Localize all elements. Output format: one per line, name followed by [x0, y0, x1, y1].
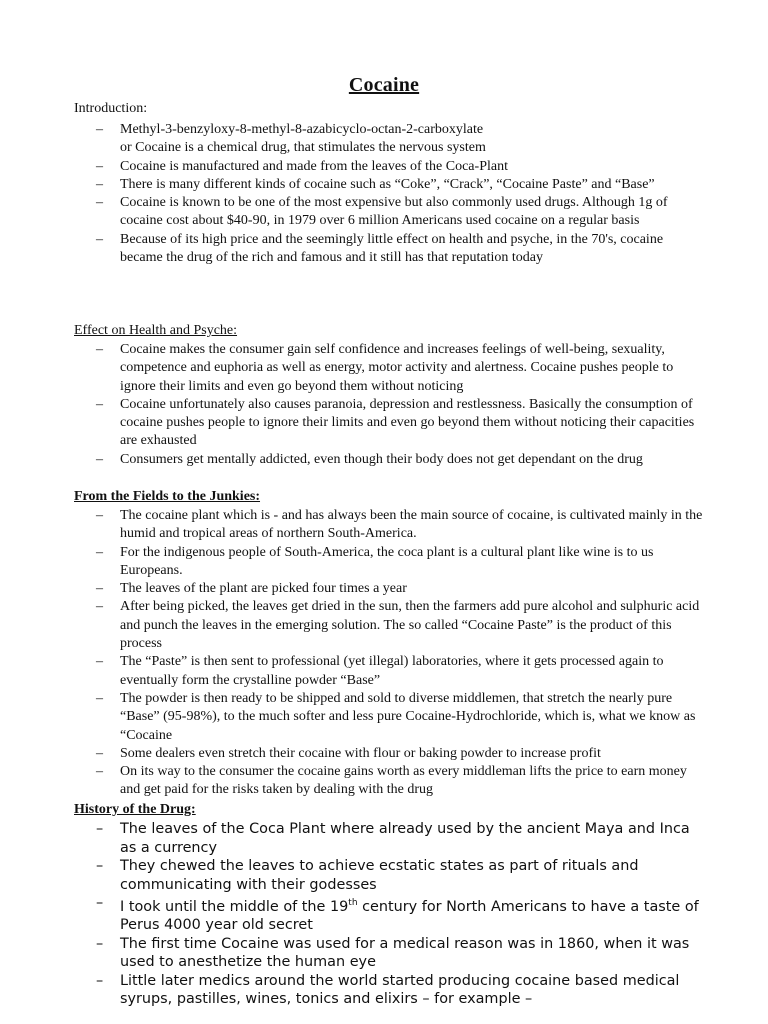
item-text: On its way to the consumer the cocaine gains worth as every middleman lifts the price to earn money and get paid for the risks taken by dealing with the drug [120, 764, 687, 798]
section-heading-health: Effect on Health and Psyche: [74, 323, 238, 338]
list-item: – Cocaine is known to be one of the most expensive but also commonly used drugs. Although 1g of cocaine cost about $40-90, in 1979 over 6 million Americans used cocaine on a regular basis [96, 195, 668, 229]
item-text: I took until the middle of the 19 [120, 898, 349, 915]
item-text: Consumers get mentally addicted, even though their body does not get dependant on the drug [120, 451, 643, 467]
list-item: – The cocaine plant which is - and has always been the main source of cocaine, is cultivated mainly in the humid and tropical areas of northern South-America. [96, 508, 703, 542]
item-text: The leaves of the plant are picked four times a year [120, 581, 407, 597]
item-text: There is many different kinds of cocaine such as “Coke”, “Crack”, “Cocaine Paste” and “Base” [120, 176, 655, 192]
item-text: Cocaine unfortunately also causes paranoia, depression and restlessness. Basically the consumption of cocaine pushes people to ignore their limits and even go beyond them without noticing their capacities are exhausted [120, 396, 695, 449]
list-item: – For the indigenous people of South-America, the coca plant is a cultural plant like wine is to us Europeans. [96, 544, 654, 578]
item-text-continued: or Cocaine is a chemical drug, that stimulates the nervous system [120, 140, 486, 156]
item-text: Some dealers even stretch their cocaine with flour or baking powder to increase profit [120, 745, 601, 761]
list-item: – Cocaine makes the consumer gain self confidence and increases feelings of well-being, sexuality, competence and euphoria as well as energy, motor activity and alertness. Cocaine pushes people to ignore their limits and even go beyond them without noticing [96, 342, 674, 394]
list-item: – The “Paste” is then sent to professional (yet illegal) laboratories, where it gets processed again to eventually form the crystalline powder “Base” [96, 654, 664, 688]
history-list [96, 820, 700, 1009]
section-heading-introduction: Introduction: [74, 101, 148, 116]
item-text: For the indigenous people of South-America, the coca plant is a cultural plant like wine is to us Europeans. [120, 544, 654, 578]
item-text: The first time Cocaine was used for a medical reason was in 1860, when it was used to anesthetize the human eye [120, 935, 690, 971]
item-text: Little later medics around the world started producing cocaine based medical syrups, pastilles, wines, tonics and elixirs – for example – [120, 972, 680, 1008]
list-item: – Cocaine is manufactured and made from the leaves of the Coca-Plant [96, 158, 508, 174]
item-text: The powder is then ready to be shipped and sold to diverse middlemen, that stretch the nearly pure “Base” (95-98%), to the much softer and less pure Cocaine-Hydrochloride, which is, what we know as “Cocaine [120, 690, 696, 743]
item-text: Because of its high price and the seemingly little effect on health and psyche, in the 70's, cocaine became the drug of the rich and famous and it still has that reputation today [120, 231, 664, 266]
item-text: The “Paste” is then sent to professional (yet illegal) laboratories, where it gets processed again to eventually form the crystalline powder “Base” [120, 654, 664, 688]
introduction-list [96, 121, 706, 267]
item-text: Cocaine is known to be one of the most expensive but also commonly used drugs. Although 1g of cocaine cost about $40-90, in 1979 over 6 million Americans used cocaine on a regular basis [120, 195, 668, 229]
health-list [96, 341, 706, 469]
item-text: Methyl-3-benzyloxy-8-methyl-8-azabicyclo-octan-2-carboxylate [120, 122, 484, 137]
superscript-th: th [348, 898, 358, 908]
list-item: – They chewed the leaves to achieve ecstatic states as part of rituals and communicating with their godesses [96, 858, 639, 893]
list-item: – The powder is then ready to be shipped and sold to diverse middlemen, that stretch the nearly pure “Base” (95-98%), to the much softer and less pure Cocaine-Hydrochloride, which is, what we know as “Cocaine [96, 690, 696, 743]
section-heading-history: History of the Drug: [74, 802, 196, 817]
item-text: They chewed the leaves to achieve ecstatic states as part of rituals and communicating with their godesses [120, 858, 639, 893]
item-text: The leaves of the Coca Plant where already used by the ancient Maya and Inca as a currency [120, 821, 690, 856]
fields-list [96, 507, 706, 800]
list-item: – There is many different kinds of cocaine such as “Coke”, “Crack”, “Cocaine Paste” and “Base” [96, 176, 655, 192]
list-item: – Some dealers even stretch their cocaine with flour or baking powder to increase profit [96, 745, 601, 761]
list-item: – I took until the middle of the 19th century for North Americans to have a taste of Perus 4000 year old secret [96, 895, 699, 934]
list-item: – After being picked, the leaves get dried in the sun, then the farmers add pure alcohol and sulphuric acid and punch the leaves in the emerging solution. The so called “Cocaine Paste” is the product of this process [96, 599, 700, 652]
list-item: – The first time Cocaine was used for a medical reason was in 1860, when it was used to anesthetize the human eye [96, 935, 690, 971]
item-text: After being picked, the leaves get dried in the sun, then the farmers add pure alcohol and sulphuric acid and punch the leaves in the emerging solution. The so called “Cocaine Paste” is the product of this process [120, 599, 700, 652]
list-item: – The leaves of the Coca Plant where already used by the ancient Maya and Inca as a currency [96, 821, 690, 856]
item-text-rest: century for North Americans to have a taste of Perus 4000 year old secret [120, 898, 699, 934]
list-item: – The leaves of the plant are picked four times a year [96, 581, 407, 597]
item-text: Cocaine is manufactured and made from the leaves of the Coca-Plant [120, 158, 508, 174]
page-title: Cocaine [348, 74, 420, 96]
list-item: – On its way to the consumer the cocaine gains worth as every middleman lifts the price to earn money and get paid for the risks taken by dealing with the drug [96, 764, 687, 798]
item-text: Cocaine makes the consumer gain self confidence and increases feelings of well-being, sexuality, competence and euphoria as well as energy, motor activity and alertness. Cocaine pushes people to ignore their limits and even go beyond them without noticing [120, 342, 674, 394]
list-item: – Little later medics around the world started producing cocaine based medical syrups, pastilles, wines, tonics and elixirs – for example – [96, 972, 680, 1008]
list-item: – Cocaine unfortunately also causes paranoia, depression and restlessness. Basically the consumption of cocaine pushes people to ignore their limits and even go beyond them without noticing their capacities are exhausted [96, 396, 695, 449]
list-item: – Consumers get mentally addicted, even though their body does not get dependant on the drug [96, 451, 643, 467]
section-heading-fields: From the Fields to the Junkies: [74, 489, 261, 504]
item-text: The cocaine plant which is - and has always been the main source of cocaine, is cultivated mainly in the humid and tropical areas of northern South-America. [120, 508, 703, 542]
list-item: – Because of its high price and the seemingly little effect on health and psyche, in the 70's, cocaine became the drug of the rich and famous and it still has that reputation today [96, 231, 664, 266]
list-item: – Methyl-3-benzyloxy-8-methyl-8-azabicyclo-octan-2-carboxylate or Cocaine is a chemical drug, that stimulates the nervous system [96, 121, 706, 158]
